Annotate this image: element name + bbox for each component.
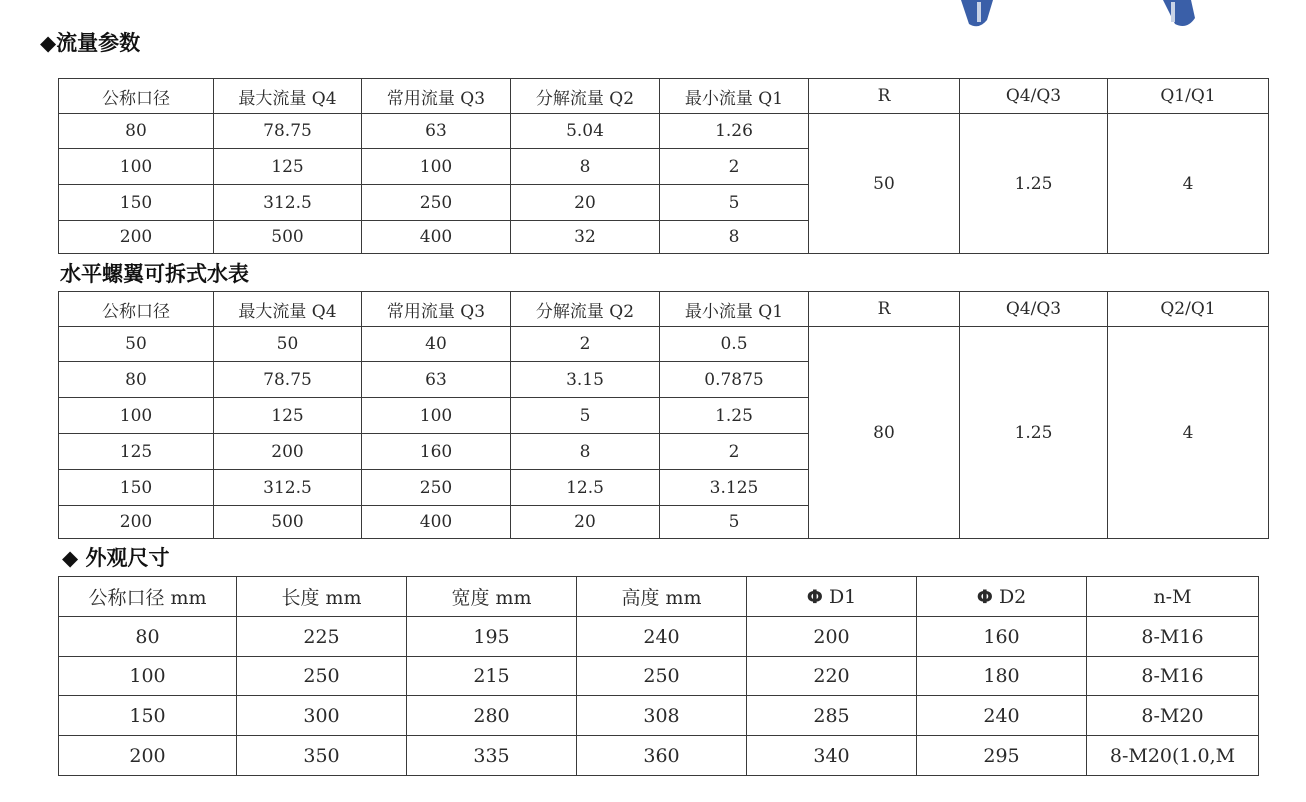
- table-cell: 63: [362, 362, 511, 398]
- table-cell: 250: [362, 185, 511, 221]
- header-cell: 分解流量 Q2: [511, 292, 660, 327]
- table-cell: 308: [577, 696, 747, 736]
- table-cell: 80: [59, 362, 214, 398]
- table-cell: 0.5: [660, 327, 809, 362]
- table-cell: 8-M20: [1087, 696, 1259, 736]
- table-cell: 220: [747, 657, 917, 696]
- table-cell: 285: [747, 696, 917, 736]
- table-cell: 100: [59, 398, 214, 434]
- table-cell: 32: [511, 221, 660, 254]
- dimensions-heading: ◆ 外观尺寸: [62, 546, 170, 570]
- table-cell: 335: [407, 736, 577, 776]
- table-cell: 1.25: [660, 398, 809, 434]
- header-cell: 常用流量 Q3: [362, 79, 511, 114]
- table-cell: 250: [577, 657, 747, 696]
- table-cell: 80: [59, 114, 214, 149]
- ratio-value-cell: 4: [1108, 327, 1269, 539]
- table-cell: 150: [59, 696, 237, 736]
- header-cell: [917, 577, 1087, 617]
- header-cell: 宽度 mm: [407, 577, 577, 617]
- table-cell: 8-M20(1.0,M: [1087, 736, 1259, 776]
- table-cell: 312.5: [214, 185, 362, 221]
- table-cell: 20: [511, 506, 660, 539]
- flow-params-table: [58, 78, 1269, 254]
- table-cell: 295: [917, 736, 1087, 776]
- table-cell: 78.75: [214, 114, 362, 149]
- header-cell: n-M: [1087, 577, 1259, 617]
- table-cell: 8-M16: [1087, 657, 1259, 696]
- phi-symbol: Φ: [976, 585, 993, 608]
- header-cell: 最大流量 Q4: [214, 79, 362, 114]
- header-cell: 公称口径: [59, 292, 214, 327]
- table-cell: 400: [362, 221, 511, 254]
- table-cell: 0.7875: [660, 362, 809, 398]
- q4q3-value-cell: 1.25: [960, 114, 1108, 254]
- table-cell: 250: [237, 657, 407, 696]
- table-cell: 125: [214, 149, 362, 185]
- q4q3-value-cell: 1.25: [960, 327, 1108, 539]
- header-cell: 公称口径 mm: [59, 577, 237, 617]
- spiral-meter-heading: 水平螺翼可拆式水表: [60, 262, 249, 286]
- flow-params-heading: ◆流量参数: [40, 31, 141, 55]
- table-cell: 12.5: [511, 470, 660, 506]
- table-cell: 2: [660, 434, 809, 470]
- table-cell: 100: [362, 398, 511, 434]
- ratio-value-cell: 4: [1108, 114, 1269, 254]
- header-cell: 最小流量 Q1: [660, 79, 809, 114]
- table-cell: 215: [407, 657, 577, 696]
- d1-label: D1: [828, 585, 857, 608]
- table-cell: 180: [917, 657, 1087, 696]
- header-cell: 公称口径: [59, 79, 214, 114]
- header-cell: [747, 577, 917, 617]
- spiral-meter-table: [58, 291, 1269, 539]
- header-cell: 长度 mm: [237, 577, 407, 617]
- table-cell: 200: [59, 736, 237, 776]
- header-cell: Q4/Q3: [960, 79, 1108, 114]
- table-cell: 100: [362, 149, 511, 185]
- table-cell: 20: [511, 185, 660, 221]
- table-row: [59, 327, 1269, 362]
- table-cell: 63: [362, 114, 511, 149]
- table-cell: 40: [362, 327, 511, 362]
- table-row: [59, 736, 1259, 776]
- table-cell: 100: [59, 657, 237, 696]
- table-cell: 240: [917, 696, 1087, 736]
- header-cell: 最小流量 Q1: [660, 292, 809, 327]
- table-cell: 50: [59, 327, 214, 362]
- table-cell: 240: [577, 617, 747, 657]
- table-cell: 100: [59, 149, 214, 185]
- header-cell: 高度 mm: [577, 577, 747, 617]
- table-cell: 200: [214, 434, 362, 470]
- table-cell: 125: [214, 398, 362, 434]
- table-cell: 5: [511, 398, 660, 434]
- table-row: [59, 657, 1259, 696]
- table-cell: 250: [362, 470, 511, 506]
- product-image-fragment-left: [957, 0, 997, 28]
- table-cell: 8: [511, 434, 660, 470]
- table-cell: 3.15: [511, 362, 660, 398]
- table-cell: 8: [511, 149, 660, 185]
- d2-label: D2: [998, 585, 1027, 608]
- phi-symbol: Φ: [806, 585, 823, 608]
- table-cell: 340: [747, 736, 917, 776]
- table-cell: 200: [59, 221, 214, 254]
- table-cell: 360: [577, 736, 747, 776]
- table-cell: 8: [660, 221, 809, 254]
- table-cell: 5: [660, 506, 809, 539]
- table-cell: 350: [237, 736, 407, 776]
- table-cell: 400: [362, 506, 511, 539]
- header-cell: 分解流量 Q2: [511, 79, 660, 114]
- table-cell: 200: [59, 506, 214, 539]
- table-cell: 225: [237, 617, 407, 657]
- table-cell: 8-M16: [1087, 617, 1259, 657]
- table-row: [59, 617, 1259, 657]
- table-cell: 1.26: [660, 114, 809, 149]
- header-cell: R: [809, 292, 960, 327]
- table-cell: 5: [660, 185, 809, 221]
- table-row: [59, 696, 1259, 736]
- table-cell: 280: [407, 696, 577, 736]
- table-cell: 160: [362, 434, 511, 470]
- table-cell: 50: [214, 327, 362, 362]
- table-cell: 2: [511, 327, 660, 362]
- product-image-fragment-right: [1157, 0, 1197, 28]
- table-cell: 200: [747, 617, 917, 657]
- header-cell: 常用流量 Q3: [362, 292, 511, 327]
- dimensions-table: [58, 576, 1259, 776]
- table-cell: 150: [59, 470, 214, 506]
- table-cell: 125: [59, 434, 214, 470]
- table-cell: 2: [660, 149, 809, 185]
- table-cell: 300: [237, 696, 407, 736]
- header-cell: Q1/Q1: [1108, 79, 1269, 114]
- table-cell: 150: [59, 185, 214, 221]
- table-cell: 500: [214, 506, 362, 539]
- table-cell: 160: [917, 617, 1087, 657]
- header-cell: Q4/Q3: [960, 292, 1108, 327]
- table-cell: 500: [214, 221, 362, 254]
- header-cell: 最大流量 Q4: [214, 292, 362, 327]
- table-row: [59, 114, 1269, 149]
- r-value-cell: 80: [809, 327, 960, 539]
- header-cell: R: [809, 79, 960, 114]
- table-cell: 195: [407, 617, 577, 657]
- table-cell: 312.5: [214, 470, 362, 506]
- table-cell: 78.75: [214, 362, 362, 398]
- r-value-cell: 50: [809, 114, 960, 254]
- table-cell: 5.04: [511, 114, 660, 149]
- table-cell: 3.125: [660, 470, 809, 506]
- table-cell: 80: [59, 617, 237, 657]
- header-cell: Q2/Q1: [1108, 292, 1269, 327]
